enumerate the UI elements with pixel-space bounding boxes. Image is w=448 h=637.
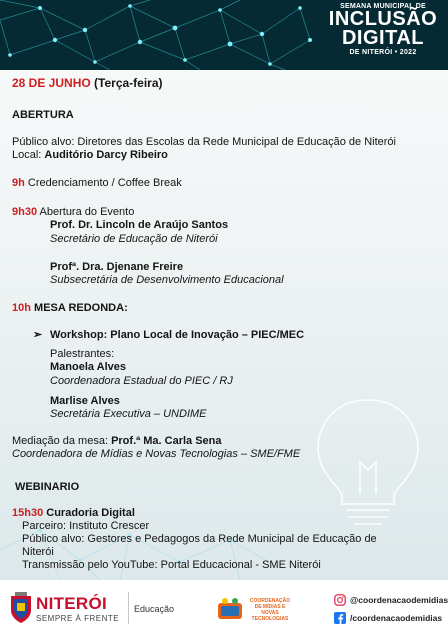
coat-of-arms-icon xyxy=(9,592,33,624)
section-title-webinario: WEBINARIO xyxy=(15,481,80,493)
location-line xyxy=(12,149,168,162)
schedule-time: 9h xyxy=(12,177,25,189)
facebook-handle[interactable]: /coordenacaodemidias xyxy=(350,613,443,623)
event-title-line1: INCLUSÃO xyxy=(328,8,438,30)
bullet-arrow-icon: ➢ xyxy=(33,329,43,341)
section-title-abertura: ABERTURA xyxy=(12,109,74,121)
program-content xyxy=(0,70,448,580)
target-audience: Público alvo: Diretores das Escolas da Rede Municipal de Educação de Niterói xyxy=(12,136,396,148)
niteroi-wordmark: NITERÓI xyxy=(36,594,108,613)
coordination-text xyxy=(246,598,294,622)
target-audience-webinar-cont: Niterói xyxy=(22,546,54,558)
schedule-item-3 xyxy=(12,302,128,315)
schedule-item-1 xyxy=(12,177,182,190)
moderator-label: Mediação da mesa: xyxy=(12,435,112,447)
workshop-title: Workshop: Plano Local de Inovação – PIEC/MEC xyxy=(50,329,305,341)
moderator-line xyxy=(12,435,222,448)
instagram-icon[interactable] xyxy=(334,594,346,606)
speaker-name: Profª. Dra. Djenane Freire xyxy=(50,261,184,273)
panelist-role: Coordenadora Estadual do PIEC / RJ xyxy=(50,375,233,387)
footer-logos xyxy=(0,580,448,637)
coordination-line-1: COORDENAÇÃO xyxy=(249,598,291,604)
panelist-name: Manoela Alves xyxy=(50,361,127,373)
lightbulb-icon xyxy=(298,390,438,540)
facebook-icon[interactable] xyxy=(334,612,346,624)
instagram-handle[interactable]: @coordenacaodemidias xyxy=(350,595,448,605)
speaker-role: Subsecretária de Desenvolvimento Educacional xyxy=(50,274,284,286)
education-label: Educação xyxy=(134,604,175,614)
schedule-text: Abertura do Evento xyxy=(37,206,135,218)
moderator-name: Prof.ª Ma. Carla Sena xyxy=(111,435,222,447)
moderator-role: Coordenadora de Mídias e Novas Tecnologias – SME/FME xyxy=(12,448,301,460)
schedule-item-2 xyxy=(12,206,134,219)
target-audience-webinar: Público alvo: Gestores e Pedagogos da Rede Municipal de Educação de xyxy=(22,533,377,545)
schedule-time: 10h xyxy=(12,302,31,314)
city-slogan: SEMPRE À FRENTE xyxy=(36,614,120,623)
schedule-text: MESA REDONDA: xyxy=(30,302,128,314)
event-place-year: DE NITERÓI • 2022 xyxy=(349,49,417,56)
schedule-item-4 xyxy=(12,507,135,520)
footer-divider xyxy=(128,592,129,624)
schedule-text: Curadoria Digital xyxy=(43,507,135,519)
schedule-text: Credenciamento / Coffee Break xyxy=(24,177,182,189)
coordination-line-2: DE MÍDIAS E NOVAS xyxy=(254,604,286,616)
media-coordination-logo-icon xyxy=(217,597,243,621)
coordination-line-3: TECNOLOGIAS xyxy=(251,616,289,622)
event-weekday: (Terça-feira) xyxy=(90,76,163,90)
event-subtitle: SEMANA MUNICIPAL DE xyxy=(340,3,426,10)
panelist-name: Marlise Alves xyxy=(50,395,120,407)
header-banner xyxy=(0,0,448,70)
location-label: Local: xyxy=(12,149,45,161)
workshop-line xyxy=(33,329,42,342)
speakers-label: Palestrantes: xyxy=(50,348,115,360)
streaming-info: Transmissão pelo YouTube: Portal Educacional - SME Niterói xyxy=(22,559,321,571)
location-value: Auditório Darcy Ribeiro xyxy=(44,149,168,161)
partner-line: Parceiro: Instituto Crescer xyxy=(22,520,150,532)
event-date-line xyxy=(12,77,163,90)
schedule-time: 15h30 xyxy=(12,507,44,519)
event-title-line2: DIGITAL xyxy=(341,27,424,49)
speaker-role: Secretário de Educação de Niterói xyxy=(50,233,218,245)
schedule-time: 9h30 xyxy=(12,206,38,218)
panelist-role: Secretária Executiva – UNDIME xyxy=(50,408,207,420)
event-logo xyxy=(328,3,438,56)
speaker-name: Prof. Dr. Lincoln de Araújo Santos xyxy=(50,219,229,231)
event-date: 28 DE JUNHO xyxy=(12,76,91,90)
